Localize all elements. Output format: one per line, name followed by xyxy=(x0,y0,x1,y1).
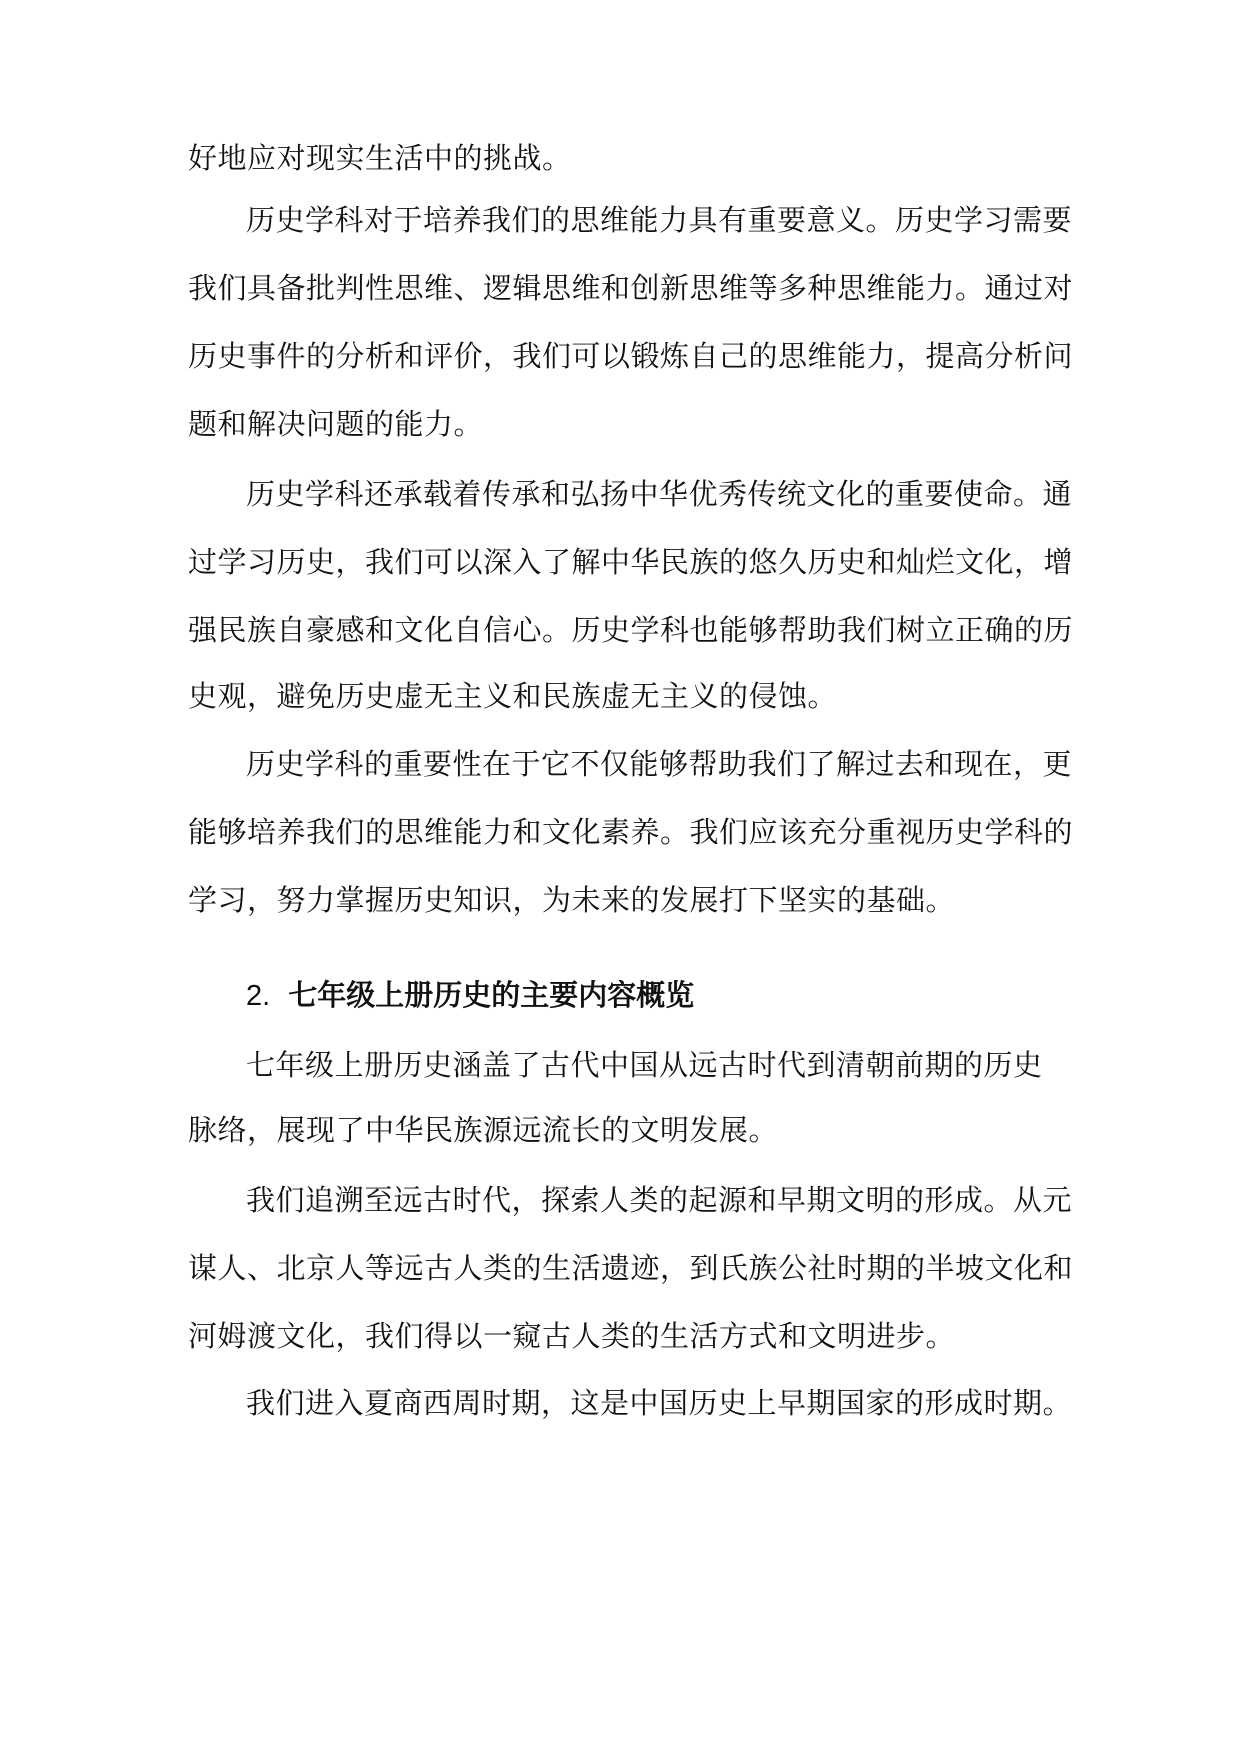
paragraph-line: 历史事件的分析和评价，我们可以锻炼自己的思维能力，提高分析问 xyxy=(188,339,1074,373)
paragraph-line: 题和解决问题的能力。 xyxy=(188,407,484,441)
paragraph-line: 好地应对现实生活中的挑战。 xyxy=(188,141,572,175)
section-title: 七年级上册历史的主要内容概览 xyxy=(288,978,695,1012)
paragraph-line: 我们追溯至远古时代，探索人类的起源和早期文明的形成。从元 xyxy=(246,1183,1073,1217)
paragraph-line: 历史学科还承载着传承和弘扬中华优秀传统文化的重要使命。通 xyxy=(246,477,1073,511)
paragraph-line: 强民族自豪感和文化自信心。历史学科也能够帮助我们树立正确的历 xyxy=(188,613,1074,647)
paragraph-line: 谋人、北京人等远古人类的生活遗迹，到氏族公社时期的半坡文化和 xyxy=(188,1251,1074,1285)
paragraph-line: 学习，努力掌握历史知识，为未来的发展打下坚实的基础。 xyxy=(188,883,956,917)
section-number: 2. xyxy=(246,980,271,1012)
paragraph-line: 历史学科对于培养我们的思维能力具有重要意义。历史学习需要 xyxy=(246,203,1073,237)
section-heading xyxy=(246,975,694,1016)
paragraph-line: 历史学科的重要性在于它不仅能够帮助我们了解过去和现在，更 xyxy=(246,747,1073,781)
paragraph-line: 我们具备批判性思维、逻辑思维和创新思维等多种思维能力。通过对 xyxy=(188,271,1074,305)
paragraph-line: 我们进入夏商西周时期，这是中国历史上早期国家的形成时期。 xyxy=(246,1386,1073,1420)
paragraph-line: 过学习历史，我们可以深入了解中华民族的悠久历史和灿烂文化，增 xyxy=(188,545,1074,579)
paragraph-line: 河姆渡文化，我们得以一窥古人类的生活方式和文明进步。 xyxy=(188,1319,956,1353)
paragraph-line: 脉络，展现了中华民族源远流长的文明发展。 xyxy=(188,1113,779,1147)
paragraph-line: 七年级上册历史涵盖了古代中国从远古时代到清朝前期的历史 xyxy=(246,1048,1043,1082)
paragraph-line: 能够培养我们的思维能力和文化素养。我们应该充分重视历史学科的 xyxy=(188,815,1074,849)
paragraph-line: 史观，避免历史虚无主义和民族虚无主义的侵蚀。 xyxy=(188,679,838,713)
